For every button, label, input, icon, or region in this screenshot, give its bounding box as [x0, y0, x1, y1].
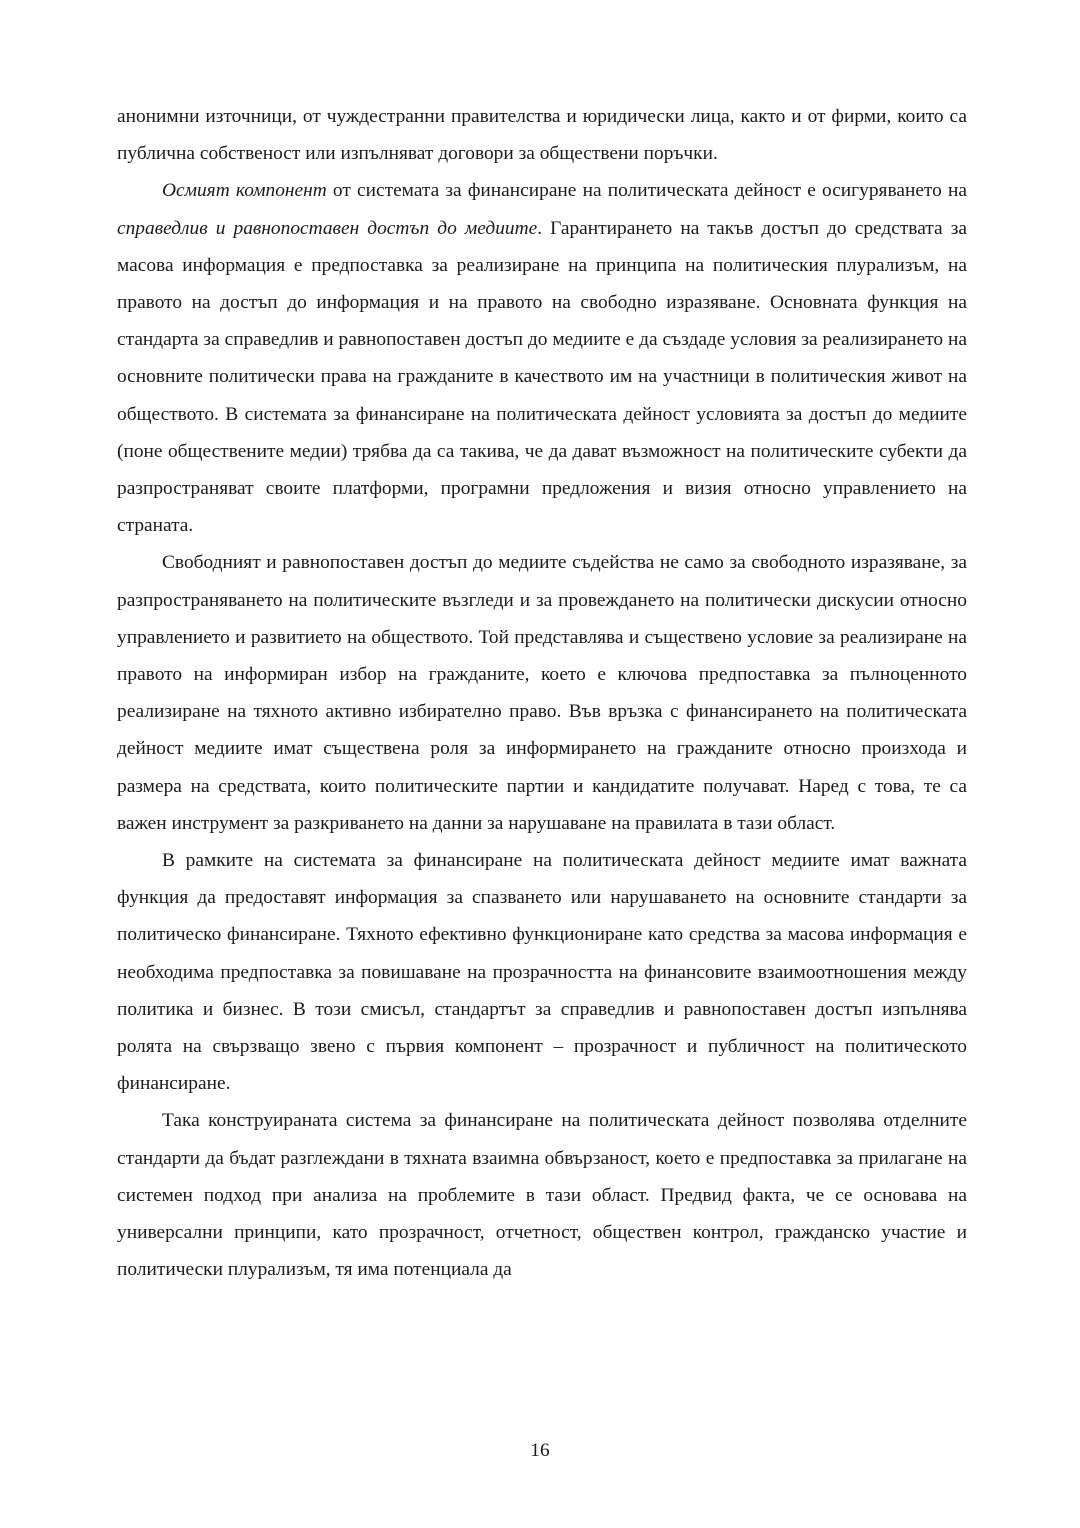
paragraph-2	[117, 172, 967, 544]
paragraph-2-text-a: от системата за финансиране на политическата дейност е осигуряването на	[326, 180, 967, 202]
paragraph-3	[117, 544, 967, 842]
paragraph-4-text: В рамките на системата за финансиране на политическата дейност медиите имат важната функция да предоставят информация за спазването или нарушаването на основните стандарти за политическо финансиране. Тяхното ефективно функциониране като средства за масова информация е необходима предпоставка за повишаване на прозрачността на финансовите взаимоотношения между политика и бизнес. В този смисъл, стандартът за справедлив и равнопоставен достъп изпълнява ролята на свързващо звено с първия компонент – прозрачност и публичност на политическото финансиране.	[117, 850, 967, 1095]
document-body	[117, 98, 967, 1289]
paragraph-2-italic-term: Осмият компонент	[162, 180, 327, 202]
paragraph-5	[117, 1102, 967, 1288]
paragraph-2-text-b: . Гарантирането на такъв достъп до средствата за масова информация е предпоставка за реализиране на принципа на политическия плурализъм, на правото на достъп до информация и на правото на свободно изразяване. Основната функция на стандарта за справедлив и равнопоставен достъп до медиите е да създаде условия за реализирането на основните политически права на гражданите в качеството им на участници в политическия живот на обществото. В системата за финансиране на политическата дейност условията за достъп до медиите (поне обществените медии) трябва да са такива, че да дават възможност на политическите субекти да разпространяват своите платформи, програмни предложения и визия относно управлението на страната.	[117, 217, 967, 537]
paragraph-4	[117, 842, 967, 1102]
paragraph-3-text: Свободният и равнопоставен достъп до медиите съдейства не само за свободното изразяване, за разпространяването на политическите възгледи и за провеждането на политически дискусии относно управлението и развитието на обществото. Той представлява и съществено условие за реализиране на правото на информиран избор на гражданите, което е ключова предпоставка за пълноценното реализиране на тяхното активно избирателно право. Във връзка с финансирането на политическата дейност медиите имат съществена роля за информирането на гражданите относно произхода и размера на средствата, които политическите партии и кандидатите получават. Наред с това, те са важен инструмент за разкриването на данни за нарушаване на правилата в тази област.	[117, 552, 967, 834]
paragraph-2-italic-phrase: справедлив и равнопоставен достъп до медиите	[117, 217, 538, 239]
paragraph-1-text: анонимни източници, от чуждестранни правителства и юридически лица, както и от фирми, които са публична собственост или изпълняват договори за обществени поръчки.	[117, 106, 967, 165]
page-number: 16	[530, 1440, 550, 1461]
paragraph-5-text: Така конструираната система за финансиране на политическата дейност позволява отделните стандарти да бъдат разглеждани в тяхната взаимна обвързаност, което е предпоставка за прилагане на системен подход при анализа на проблемите в тази област. Предвид факта, че се основава на универсални принципи, като прозрачност, отчетност, обществен контрол, гражданско участие и политически плурализъм, тя има потенциала да	[117, 1110, 967, 1281]
paragraph-1	[117, 98, 967, 172]
